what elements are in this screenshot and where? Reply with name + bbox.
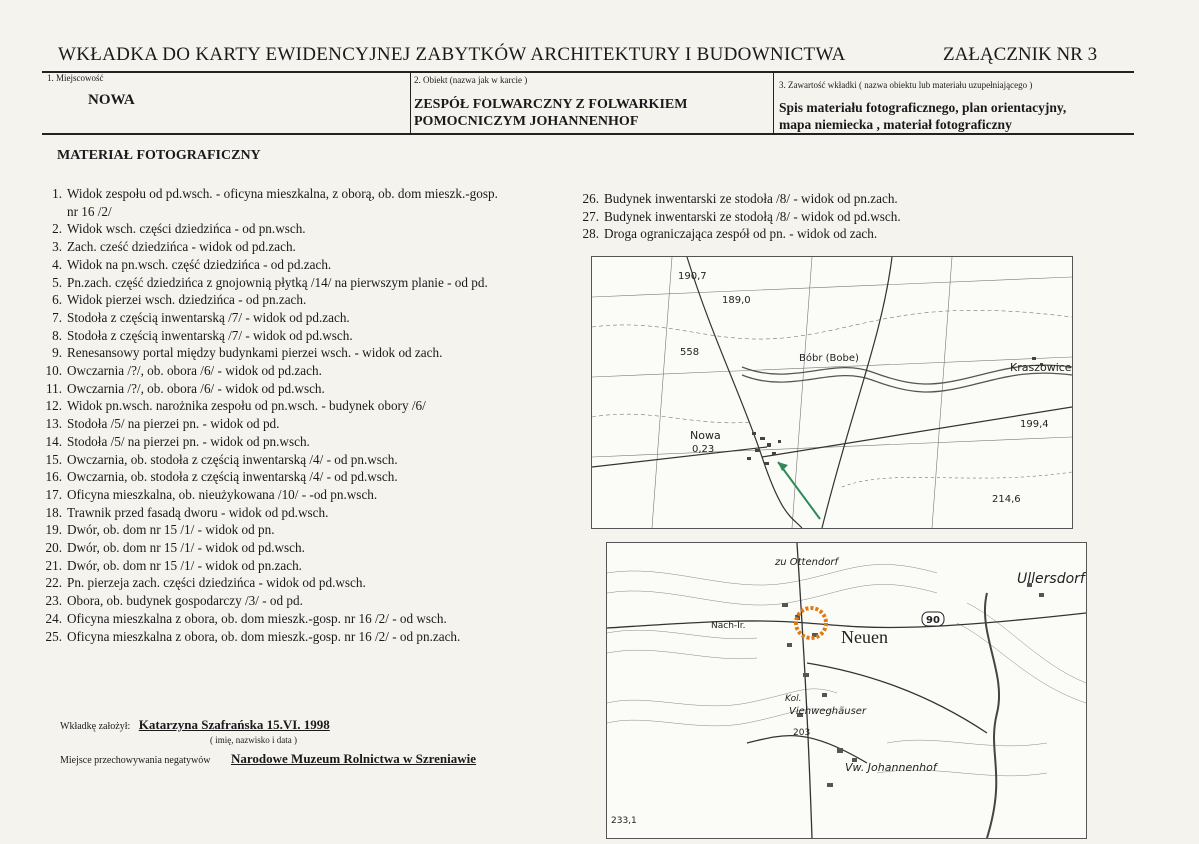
list-item xyxy=(40,274,498,292)
list-item-number: 16. xyxy=(45,469,62,485)
annex-label: ZAŁĄCZNIK NR 3 xyxy=(943,44,1098,65)
list-item-text: Owczarnia /?/, ob. obora /6/ - widok od pd.wsch. xyxy=(67,380,325,396)
list-item-number: 4. xyxy=(52,256,62,272)
list-item xyxy=(40,504,498,522)
map2-label-203: 203 xyxy=(793,728,811,738)
map2-label-nachir: Nach-Ir. xyxy=(711,621,746,631)
map2-contours xyxy=(607,564,1086,775)
header-rule-bottom xyxy=(42,133,1134,135)
author-label: Wkładkę założył: xyxy=(60,721,131,732)
photo-list-right xyxy=(577,190,901,243)
map1-label-2146: 214,6 xyxy=(992,494,1021,505)
map1-label-nowa: Nowa xyxy=(690,429,721,442)
map2-label-neuen: Neuen xyxy=(841,627,888,647)
list-item xyxy=(40,486,498,504)
list-item-number: 21. xyxy=(45,557,62,573)
list-item-number: 7. xyxy=(52,309,62,325)
list-item-continuation: nr 16 /2/ xyxy=(67,203,112,219)
list-item-number: 8. xyxy=(52,327,62,343)
list-item xyxy=(40,468,498,486)
author-hint: ( imię, nazwisko i data ) xyxy=(210,735,297,745)
field-object-label: 2. Obiekt (nazwa jak w karcie ) xyxy=(414,75,528,85)
list-item-number: 11. xyxy=(46,380,62,396)
list-item-text: Stodoła /5/ na pierzei pn. - widok od pd. xyxy=(67,416,280,432)
storage-line xyxy=(60,751,476,767)
list-item-number: 1. xyxy=(52,186,62,201)
list-item xyxy=(40,451,498,469)
list-item-text: Stodoła z częścią inwentarską /7/ - widok od pd.zach. xyxy=(67,309,350,325)
list-item-number: 27. xyxy=(582,208,599,224)
list-item xyxy=(40,610,498,628)
field-locality-label: 1. Miejscowość xyxy=(47,73,104,83)
map2-label-johannenhof: Vw. Johannenhof xyxy=(845,761,937,774)
map2-roads xyxy=(607,543,1086,838)
list-item-number: 10. xyxy=(45,363,62,379)
list-item-text: Oficyna mieszkalna, ob. nieużykowana /10/ - -od pn.wsch. xyxy=(67,486,378,502)
list-item xyxy=(40,397,498,415)
list-item-text: Budynek inwentarski ze stodołą /8/ - widok od pd.wsch. xyxy=(604,208,901,224)
field-contents-value-line2: mapa niemiecka , materiał fotograficzny xyxy=(779,117,1012,132)
map1-arrow-head xyxy=(778,462,788,471)
list-item-number: 14. xyxy=(45,433,62,449)
author-value: Katarzyna Szafrańska 15.VI. 1998 xyxy=(138,717,330,732)
document-title: WKŁADKA DO KARTY EWIDENCYJNEJ ZABYTKÓW ARCHITEKTURY I BUDOWNICTWA xyxy=(58,44,846,65)
list-item-text: Widok pierzei wsch. dziedzińca - od pn.zach. xyxy=(67,292,307,308)
list-item-number: 22. xyxy=(45,575,62,591)
list-item-number: 13. xyxy=(45,416,62,432)
map2-label-ullersdorf: Ullersdorf xyxy=(1017,571,1085,587)
list-item xyxy=(40,327,498,345)
header-rule-top xyxy=(42,71,1134,73)
map1-label-558: 558 xyxy=(680,347,700,358)
map1-grid-lines xyxy=(592,257,1072,528)
list-item xyxy=(40,238,498,256)
list-item xyxy=(40,362,498,380)
list-item xyxy=(40,309,498,327)
list-item-number: 5. xyxy=(52,274,62,290)
list-item-text: Stodoła /5/ na pierzei pn. - widok od pn.wsch. xyxy=(67,433,310,449)
map2-label-viehweghauser: Viehweghäuser xyxy=(789,706,867,717)
list-item-number: 6. xyxy=(52,292,62,308)
list-item-number: 24. xyxy=(45,610,62,626)
field-contents-value-line1: Spis materiału fotograficznego, plan orientacyjny, xyxy=(779,100,1067,115)
header-divider-1 xyxy=(410,72,411,134)
list-item-text: Obora, ob. budynek gospodarczy /3/ - od pd. xyxy=(67,593,303,609)
list-item-text: Trawnik przed fasadą dworu - widok od pd.wsch. xyxy=(67,504,329,520)
map1-label-1907: 190,7 xyxy=(678,271,707,282)
list-item-text: Owczarnia, ob. stodoła z częścią inwentarską /4/ - od pd.wsch. xyxy=(67,469,398,485)
list-item-text: Dwór, ob. dom nr 15 /1/ - widok od pn.zach. xyxy=(67,557,302,573)
list-item-number: 19. xyxy=(45,522,62,538)
list-item xyxy=(40,433,498,451)
list-item-number: 3. xyxy=(52,239,62,255)
field-object-value-line2: POMOCNICZYM JOHANNENHOF xyxy=(414,114,639,129)
map1-arrow-shaft xyxy=(778,462,820,519)
field-locality-value: NOWA xyxy=(88,92,135,108)
photo-list-left xyxy=(40,185,498,645)
list-item-text: Widok zespołu od pd.wsch. - oficyna mieszkalna, z oborą, ob. dom mieszk.-gosp. xyxy=(67,186,498,201)
list-item-text: Renesansowy portal między budynkami pierzei wsch. - widok od zach. xyxy=(67,345,443,361)
list-item-number: 23. xyxy=(45,593,62,609)
list-item xyxy=(40,185,498,203)
field-contents-label: 3. Zawartość wkładki ( nazwa obiektu lub materiału uzupełniającego ) xyxy=(779,80,1033,90)
map2-label-90: 90 xyxy=(926,615,940,626)
list-item-text: Pn.zach. część dziedzińca z gnojownią płytką /14/ na pierwszym planie - od pd. xyxy=(67,274,488,290)
field-object-value-line1: ZESPÓŁ FOLWARCZNY Z FOLWARKIEM xyxy=(414,97,688,112)
orientation-map xyxy=(591,256,1073,529)
list-item xyxy=(40,557,498,575)
map2-label-2331: 233,1 xyxy=(611,816,637,826)
list-item-number: 2. xyxy=(52,221,62,237)
list-item xyxy=(40,539,498,557)
map2-label-ottendorf: zu Ottendorf xyxy=(775,557,839,568)
map1-label-1994: 199,4 xyxy=(1020,419,1049,430)
list-item-text: Zach. cześć dziedzińca - widok od pd.zach. xyxy=(67,239,296,255)
list-item-number: 15. xyxy=(45,451,62,467)
list-item xyxy=(577,208,901,226)
list-item xyxy=(40,521,498,539)
list-item-text: Oficyna mieszkalna z obora, ob. dom mieszk.-gosp. nr 16 /2/ - od wsch. xyxy=(67,610,447,626)
list-item-text: Dwór, ob. dom nr 15 /1/ - widok od pd.wsch. xyxy=(67,540,305,556)
list-item-number: 12. xyxy=(45,398,62,414)
map1-label-kraszowice: Kraszowice xyxy=(1010,361,1072,374)
list-item xyxy=(40,592,498,610)
map1-label-bobr: Bóbr (Bobe) xyxy=(799,353,859,364)
list-item xyxy=(40,574,498,592)
storage-label: Miejsce przechowywania negatywów xyxy=(60,755,211,766)
map1-roads xyxy=(592,257,1072,528)
list-item-number: 18. xyxy=(45,504,62,520)
map2-label-kol: Kol. xyxy=(785,694,802,704)
map1-label-023: 0,23 xyxy=(692,444,715,455)
storage-value: Narodowe Muzeum Rolnictwa w Szreniawie xyxy=(231,751,477,766)
list-item xyxy=(40,344,498,362)
list-item xyxy=(40,256,498,274)
list-item-number: 20. xyxy=(45,540,62,556)
list-item-text: Stodoła z częścią inwentarską /7/ - widok od pd.wsch. xyxy=(67,327,353,343)
german-map xyxy=(606,542,1087,839)
list-item-text: Oficyna mieszkalna z obora, ob. dom mieszk.-gosp. nr 16 /2/ - od pn.zach. xyxy=(67,628,461,644)
list-item-number: 9. xyxy=(52,345,62,361)
list-item-number: 28. xyxy=(582,226,599,242)
list-item-text: Widok pn.wsch. narożnika zespołu od pn.wsch. - budynek obory /6/ xyxy=(67,398,426,414)
list-item-text: Droga ograniczająca zespół od pn. - widok od zach. xyxy=(604,226,878,242)
list-item-text: Owczarnia, ob. stodoła z częścią inwentarską /4/ - od pn.wsch. xyxy=(67,451,398,467)
map1-label-1890: 189,0 xyxy=(722,295,751,306)
list-item-number: 25. xyxy=(45,628,62,644)
list-item-text: Widok na pn.wsch. część dziedzińca - od pd.zach. xyxy=(67,256,332,272)
list-item xyxy=(577,190,901,208)
list-item-text: Budynek inwentarski ze stodoła /8/ - widok od pn.zach. xyxy=(604,191,898,206)
list-item xyxy=(40,415,498,433)
list-item xyxy=(40,628,498,646)
list-item xyxy=(40,380,498,398)
section-title: MATERIAŁ FOTOGRAFICZNY xyxy=(57,148,261,163)
list-item-text: Owczarnia /?/, ob. obora /6/ - widok od pd.zach. xyxy=(67,363,322,379)
list-item-text: Dwór, ob. dom nr 15 /1/ - widok od pn. xyxy=(67,522,275,538)
header-divider-2 xyxy=(773,72,774,134)
author-line xyxy=(60,717,330,733)
list-item xyxy=(40,220,498,238)
map2-river xyxy=(985,593,999,838)
list-item xyxy=(40,291,498,309)
list-item-number: 17. xyxy=(45,486,62,502)
list-item-text: Widok wsch. części dziedzińca - od pn.wsch. xyxy=(67,221,306,237)
list-item-number: 26. xyxy=(582,191,599,206)
list-item xyxy=(577,225,901,243)
list-item-text: Pn. pierzeja zach. części dziedzińca - widok od pd.wsch. xyxy=(67,575,366,591)
